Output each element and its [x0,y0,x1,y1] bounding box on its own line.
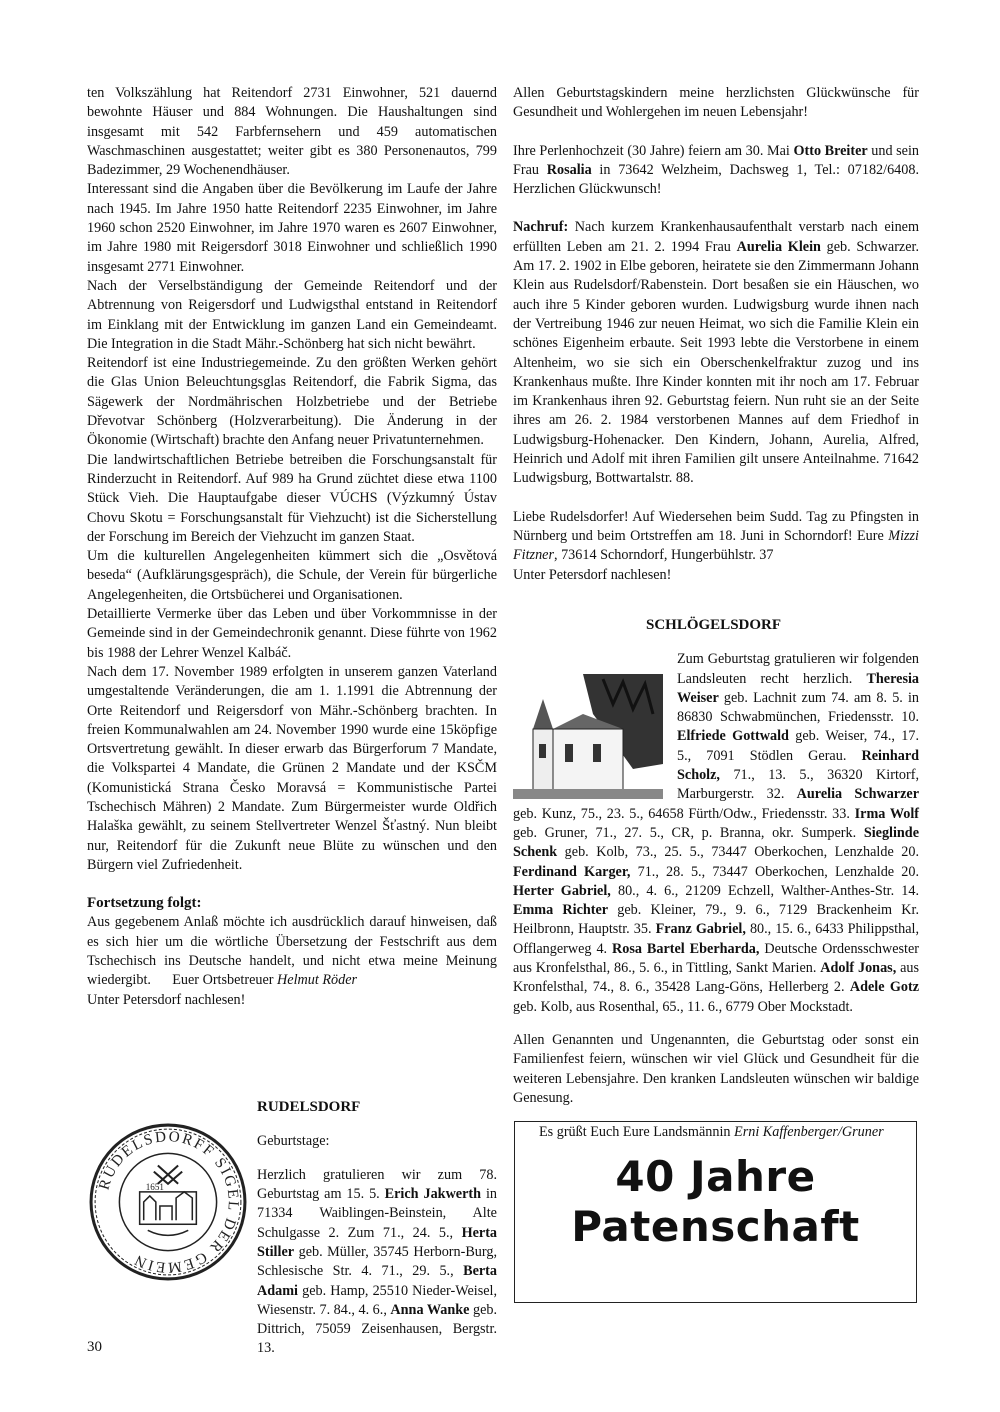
paragraph: Liebe Rudelsdorfer! Auf Wiedersehen beim Sudd. Tag zu Pfingsten in Nürnberg und beim Ortstreffen am 18. Juni in Schorndorf! Eure Mizzi Fitzner, 73614 Schorndorf, Hungerbühlstr. 37 [513,508,919,564]
obituary: Nachruf: Nach kurzem Krankenhausaufenthalt verstarb nach einem erfüllten Leben am 21. 2. 1994 Frau Aurelia Klein geb. Schwarzer. Am 17. 2. 1902 in Elbe geboren, heiratete sie den Zimmermann Johann Klein aus Rudelsdorf/Rabenstein. Dort besaßen sie ein Häuschen, wo auch ihre 5 Kinder geboren wurden. Ludwigsburg wurde ihnen nach der Vertreibung 1946 zur neuen Heimat, wo sich die Familie Klein ein schönes Eigenheim erbaute. Seit 1993 lebte die Verstorbene in einem Altenheim, wo sie sich ein Oberschenkelfraktur zuzog und ins Krankenhaus mußte. Ihre Kinder konnten mit ihr noch am 17. Februar im Krankenhaus ihren 92. Geburtstag feiern. Nun ruht sie an der Seite ihres am 26. 2. 1984 verstorbenen Mannes auf dem Friedhof in Ludwigsburg-Hohenacker. Den Kindern, Johann, Aurelia, Alfred, Heinrich und Adolf mit ihren Familien gilt unsere Anteilnahme. 71642 Ludwigsburg, Bottwartalstr. 88. [513,219,920,487]
paragraph: Die landwirtschaftlichen Betriebe betreiben die Forschungsanstalt für Rinderzucht in Reitendorf. Auf 989 ha Grund züchtet diese etwa 1100 Stück Vieh. Die Hauptaufgabe dieser VÚCHS (Výzkumný Ústav Chovu Skotu = Forschungsanstalt für Viehzucht) ist die Sicherstellung der Forschung im Bereich der Viehzucht im ganzen Staat. [87,451,497,545]
paragraph: Ihre Perlenhochzeit (30 Jahre) feiern am 30. Mai Otto Breiter und sein Frau Rosalia in 73642 Welzheim, Dachsweg 1, Tel.: 07182/6408. Herzlichen Glückwunsch! [513,142,920,198]
fortsetzung-heading: Fortsetzung folgt: [87,895,202,912]
page-number: 30 [87,1339,102,1355]
birthday-list: Zum Geburtstag gratulieren wir folgenden Landsleuten recht herzlich. Theresia Weiser geb. Lachnit zum 74. am 8. 5. in 86830 Schwabmünchen, Friedensstr. 10. Elfriede Gottwald geb. Weiser, 74., 17. 5., 7091 Stödlen Gerau. Reinhard Scholz, 71., 13. 5., 36320 Kirtorf, Marburgerstr. 32. Aurelia Schwarzer geb. Kunz, 75., 23. 5., 64658 Fürth/Odw., Friedensstr. 33. Irma Wolf geb. Gruner, 71., 27. 5., CR, p. Branna, okr. Sumperk. Sieglinde Schenk geb. Kolb, 73., 25. 5., 73447 Oberkochen, Lenzhalde 20. Ferdinand Karger, 71., 28. 5., 73447 Oberkochen, Lenzhalde 20. Herter Gabriel, 80., 4. 6., 21209 Echzell, Walther-Anthes-Str. 14. Emma Richter geb. Kleiner, 79., 9. 6., 7129 Brackenheim Kr. Heilbronn, Hauptstr. 35. Franz Gabriel, 80., 15. 6., 6433 Philippsthal, Offlangerweg 4. Rosa Bartel Eberharda, Deutsche Ordensschwester aus Kronfelsthal, 86., 5. 6., in Tittling, Sankt Marien. Adolf Jonas, aus Kronfelsthal, 74., 8. 6., 35428 Lang-Göns, Hellerberg 2. Adele Gotz geb. Kolb, aus Rosenthal, 65., 11. 6., 6779 Ober Mockstadt. [513,651,920,1015]
paragraph: Nach dem 17. November 1989 erfolgten in unserem ganzen Vaterland umgestaltende Veränderungen, die am 1. 1.1991 die Abtrennung der Orte Reitendorf und Reigersdorf von Mähr.-Schönberg brachten. In freien Kommunalwahlen am 24. November 1990 wurde eine 15köpfige Ortsvertretung gewählt. In dieser erwarb das Bürgerforum 7 Mandate, die Volkspartei 4 Mandate, die Grünen 2 Mandate und der KSČM (Komunistická Strana Česko Moravsá = Kommunistische Partei Tschechisch Mähren) 2 Mandate. Zum Bürgermeister wurde Oldřich Halaška gewählt, zu seinem Stellvertreter Wenzel Šťastný. Nun bleibt nur, Reitendorf für die Zukunft neue Blüte zu wünschen und den Bürgern viel Zufriedenheit. [87,663,497,873]
greeting: Es grüßt Euch Eure Landsmännin Erni Kaffenberger/Gruner [539,1123,884,1140]
patenschaft-banner [514,1121,917,1303]
paragraph: Allen Geburtstagskindern meine herzlichsten Glückwünsche für Gesundheit und Wohlergehen im neuen Lebensjahr! [513,85,919,121]
paragraph: Allen Genannten und Ungenannten, die Geburtstag oder sonst ein Familienfest feiern, wünschen wir viel Glück und Gesundheit für die weiteren Lebensjahre. Den kranken Landsleuten wünschen wir baldige Genesung. [513,1032,919,1107]
paragraph: Unter Petersdorf nachlesen! [513,566,672,583]
banner-line-2: Patenschaft [571,1202,860,1251]
author-name: Helmut Röder [277,972,358,989]
right-column [513,84,919,585]
paragraph: Nach der Verselbständigung der Gemeinde Reitendorf und der Abtrennung von Reigersdorf und Ludwigsthal entstand in Reitendorf im Einklang mit der Entwicklung im ganzen Land ein Gemeindeamt. Die Integration in die Stadt Mähr.-Schönberg hat sich nicht bewährt. [87,277,497,352]
paragraph: Um die kulturellen Angelegenheiten kümmert sich die „Osvětová beseda“ (Aufklärungsgespräch), die Schule, der Verein für bürgerliche Angelegenheiten, die Ortsbücherei und Organisationen. [87,548,497,603]
subheading: Geburtstage: [257,1133,330,1150]
paragraph: Aus gegebenem Anlaß möchte ich ausdrücklich darauf hinweisen, daß es sich hier um die wörtliche Übersetzung der Festschrift aus dem Tschechisch ins Deutsche handelt, und nicht etwa meine Meinung wiedergibt. Euer Ortsbetreuer Helmut Röder [87,914,497,989]
svg-text:RUDELSDORFF SIGEL DER GEMEIN: RUDELSDORFF SIGEL DER GEMEIN [95,1127,242,1277]
paragraph: Unter Petersdorf nachlesen! [87,991,246,1008]
left-column [87,84,497,1010]
schloegelsdorf-section [513,601,919,1156]
paragraph: Interessant sind die Angaben über die Bevölkerung im Laufe der Jahre nach 1945. Im Jahre 1950 hatte Reitendorf 2235 Einwohner, im Jahre 1960 schon 2520 Einwohner, im Jahre 1970 waren es 2607 Einwohner, im Jahre 1980 mit Reigersdorf 3018 Einwohner und schließlich 1990 insgesamt 2771 Einwohner. [87,181,497,275]
banner-line-1: 40 Jahre [615,1152,816,1201]
birthday-list: Herzlich gratulieren wir zum 78. Geburtstag am 15. 5. Erich Jakwerth in 71334 Waiblingen-Beinstein, Alte Schulgasse 2. Zum 71., 24. 5., Herta Stiller geb. Müller, 35745 Herborn-Burg, Schlesische Str. 4. 71., 29. 5., Berta Adami geb. Hamp, 25510 Nieder-Weisel, Wiesenstr. 7. 84., 4. 6., Anna Wanke geb. Dittrich, 75059 Zeisenhausen, Bergstr. 13. [257,1166,498,1357]
schloegelsdorf-heading: SCHLÖGELSDORF [646,617,782,633]
church-image [513,674,663,799]
rudelsdorf-heading: RUDELSDORF [257,1099,361,1115]
svg-text:1651: 1651 [145,1181,164,1192]
paragraph: ten Volkszählung hat Reitendorf 2731 Einwohner, 521 dauernd bewohnte Häuser und 884 Wohnungen. Die Haushaltungen sind insgesamt mit 542 Farbfernsehern und 459 automatischen Waschmaschinen ausgestattet; weiter gibt es 380 Personenautos, 799 Badezimmer, 29 Wochenendhäuser. [87,85,497,179]
paragraph: Detaillierte Vermerke über das Leben und über Vorkommnisse in der Gemeinde sind in der Gemeindechronik genannt. Diese führte von 1962 bis 1988 der Lehrer Wenzel Kalbáč. [87,606,497,661]
rudelsdorf-seal-image [87,1121,249,1283]
paragraph: Reitendorf ist eine Industriegemeinde. Zu den größten Werken gehört die Glas Union Beleuchtungsglas Reitendorf, die Fabrik Sigma, das Sägewerk der Nordmährischen Holzbetriebe und der Betriebe Dřevotvar Schönberg (Holzverarbeitung). Die Änderung in der Ökonomie (Wirtschaft) brachte den Anfang neuer Privatunternehmen. [87,355,497,449]
